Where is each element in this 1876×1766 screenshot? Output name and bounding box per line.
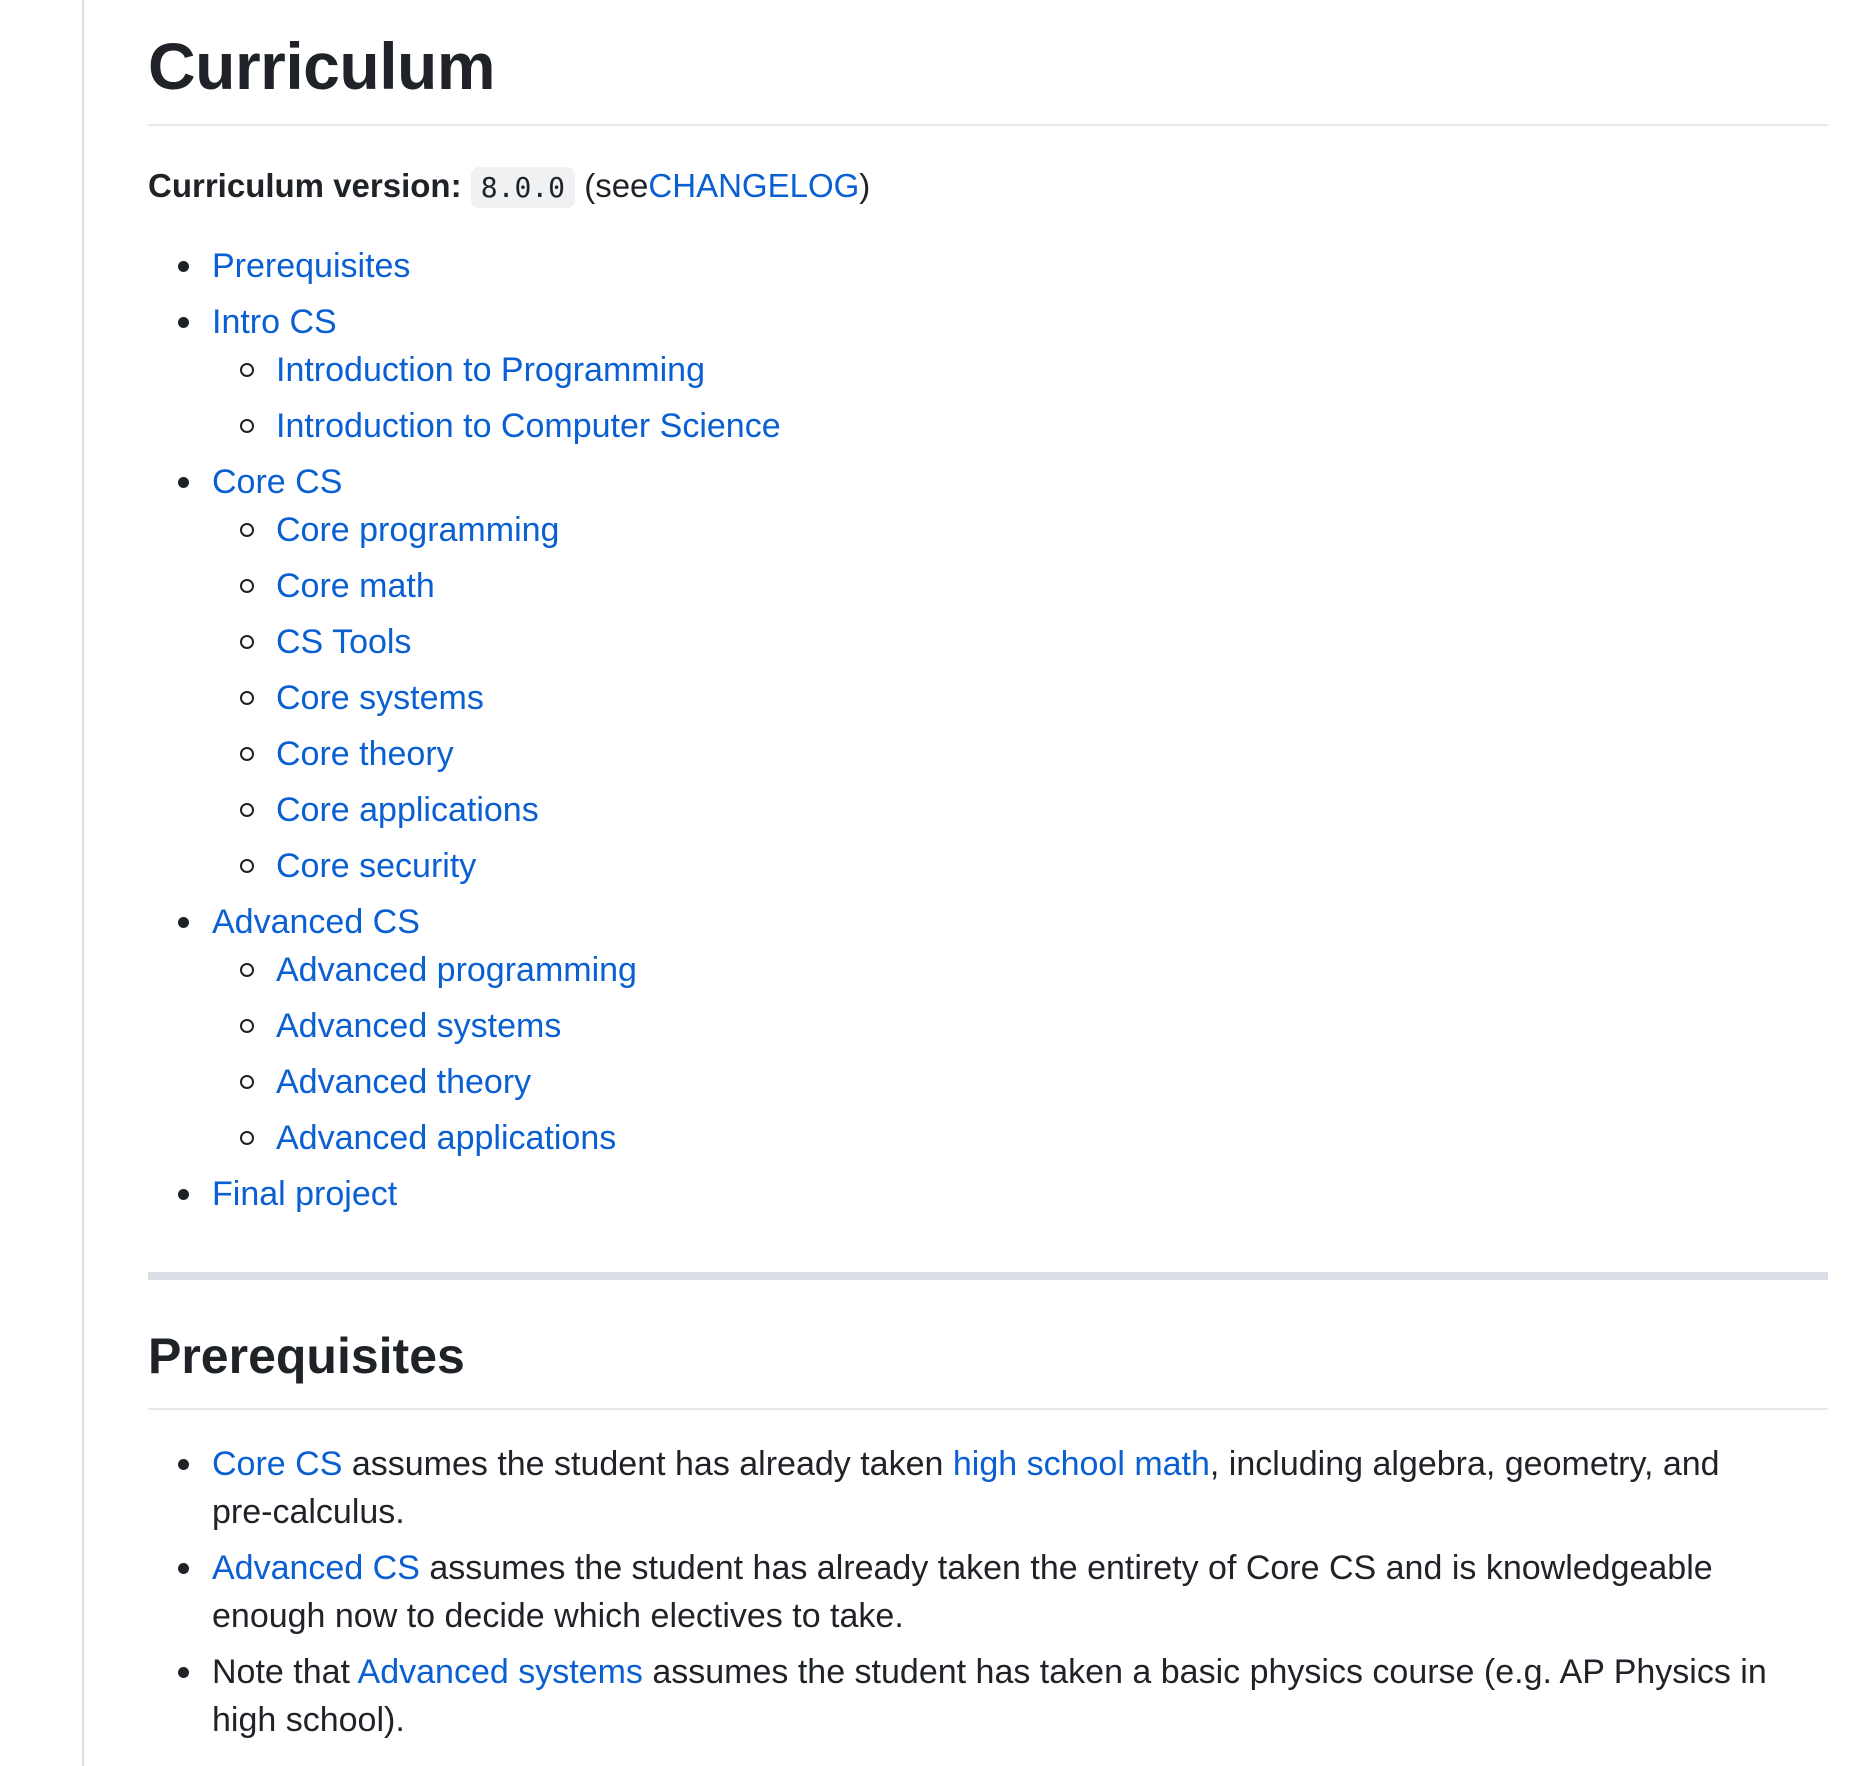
toc-link-core-applications[interactable]: Core applications: [276, 791, 539, 829]
toc-item-core-cs: [148, 460, 1828, 888]
toc-link-prerequisites[interactable]: Prerequisites: [212, 247, 411, 285]
toc-subitem: [212, 788, 1828, 832]
toc-link-core-systems[interactable]: Core systems: [276, 679, 484, 717]
page-title: Curriculum: [148, 0, 1828, 126]
toc-link-cs-tools[interactable]: CS Tools: [276, 623, 412, 661]
prereq-text: , including algebra, geometry, and pre-calculus.: [212, 1445, 1720, 1531]
toc-sublist-core: [212, 508, 1828, 888]
prereq-item: [148, 1648, 1828, 1744]
prereq-text: Note that: [212, 1653, 358, 1691]
prerequisites-list: [148, 1440, 1828, 1744]
toc-item-final-project: [148, 1172, 1828, 1216]
prereq-item: [148, 1544, 1828, 1640]
prereq-text: assumes the student has already taken: [342, 1445, 953, 1483]
toc-link-core-programming[interactable]: Core programming: [276, 511, 560, 549]
toc-link-advanced-applications[interactable]: Advanced applications: [276, 1119, 617, 1157]
toc-link-intro-cs[interactable]: Intro CS: [212, 303, 337, 341]
toc-subitem: [212, 732, 1828, 776]
toc-item-intro-cs: [148, 300, 1828, 448]
table-of-contents: [148, 244, 1828, 1216]
toc-link-core-security[interactable]: Core security: [276, 847, 477, 885]
section-divider: [148, 1272, 1828, 1280]
toc-link-final-project[interactable]: Final project: [212, 1175, 398, 1213]
curriculum-version: [148, 166, 1828, 212]
prereq-link-advanced-systems[interactable]: Advanced systems: [357, 1653, 643, 1691]
toc-subitem: [212, 948, 1828, 992]
toc-subitem: [212, 676, 1828, 720]
version-value: 8.0.0: [471, 167, 575, 208]
toc-link-advanced-programming[interactable]: Advanced programming: [276, 951, 637, 989]
left-border-rule: [82, 0, 84, 1766]
prereq-text: assumes the student has already taken the entirety of Core CS and is knowledgeable enough now to decide which electives to take.: [212, 1549, 1713, 1635]
toc-subitem: [212, 348, 1828, 392]
readme-content: [148, 0, 1828, 1752]
toc-item-prerequisites: [148, 244, 1828, 288]
version-see-prefix: (see: [584, 167, 649, 204]
prereq-link-high-school-math[interactable]: high school math: [952, 1445, 1210, 1483]
version-label: Curriculum version:: [148, 167, 462, 204]
toc-link-core-math[interactable]: Core math: [276, 567, 435, 605]
toc-subitem: [212, 508, 1828, 552]
prereq-link-core-cs[interactable]: Core CS: [212, 1445, 343, 1483]
toc-link-advanced-theory[interactable]: Advanced theory: [276, 1063, 532, 1101]
toc-link-advanced-systems[interactable]: Advanced systems: [276, 1007, 562, 1045]
toc-subitem: [212, 1004, 1828, 1048]
toc-subitem: [212, 844, 1828, 888]
toc-subitem: [212, 620, 1828, 664]
toc-sublist-intro: [212, 348, 1828, 448]
toc-subitem: [212, 564, 1828, 608]
toc-subitem: [212, 1116, 1828, 1160]
toc-link-advanced-cs[interactable]: Advanced CS: [212, 903, 420, 941]
prerequisites-heading: Prerequisites: [148, 1326, 1828, 1410]
toc-sublist-advanced: [212, 948, 1828, 1160]
prereq-text: assumes the student has taken a basic physics course (e.g. AP Physics in high school).: [212, 1653, 1767, 1739]
toc-subitem: [212, 404, 1828, 448]
changelog-link[interactable]: CHANGELOG: [648, 167, 860, 204]
prereq-item: [148, 1440, 1828, 1536]
toc-link-core-cs[interactable]: Core CS: [212, 463, 343, 501]
toc-link-core-theory[interactable]: Core theory: [276, 735, 454, 773]
toc-item-advanced-cs: [148, 900, 1828, 1160]
toc-link-intro-computer-science[interactable]: Introduction to Computer Science: [276, 407, 781, 445]
toc-link-intro-programming[interactable]: Introduction to Programming: [276, 351, 705, 389]
prereq-link-advanced-cs[interactable]: Advanced CS: [212, 1549, 420, 1587]
toc-subitem: [212, 1060, 1828, 1104]
version-see-suffix: ): [859, 167, 871, 204]
